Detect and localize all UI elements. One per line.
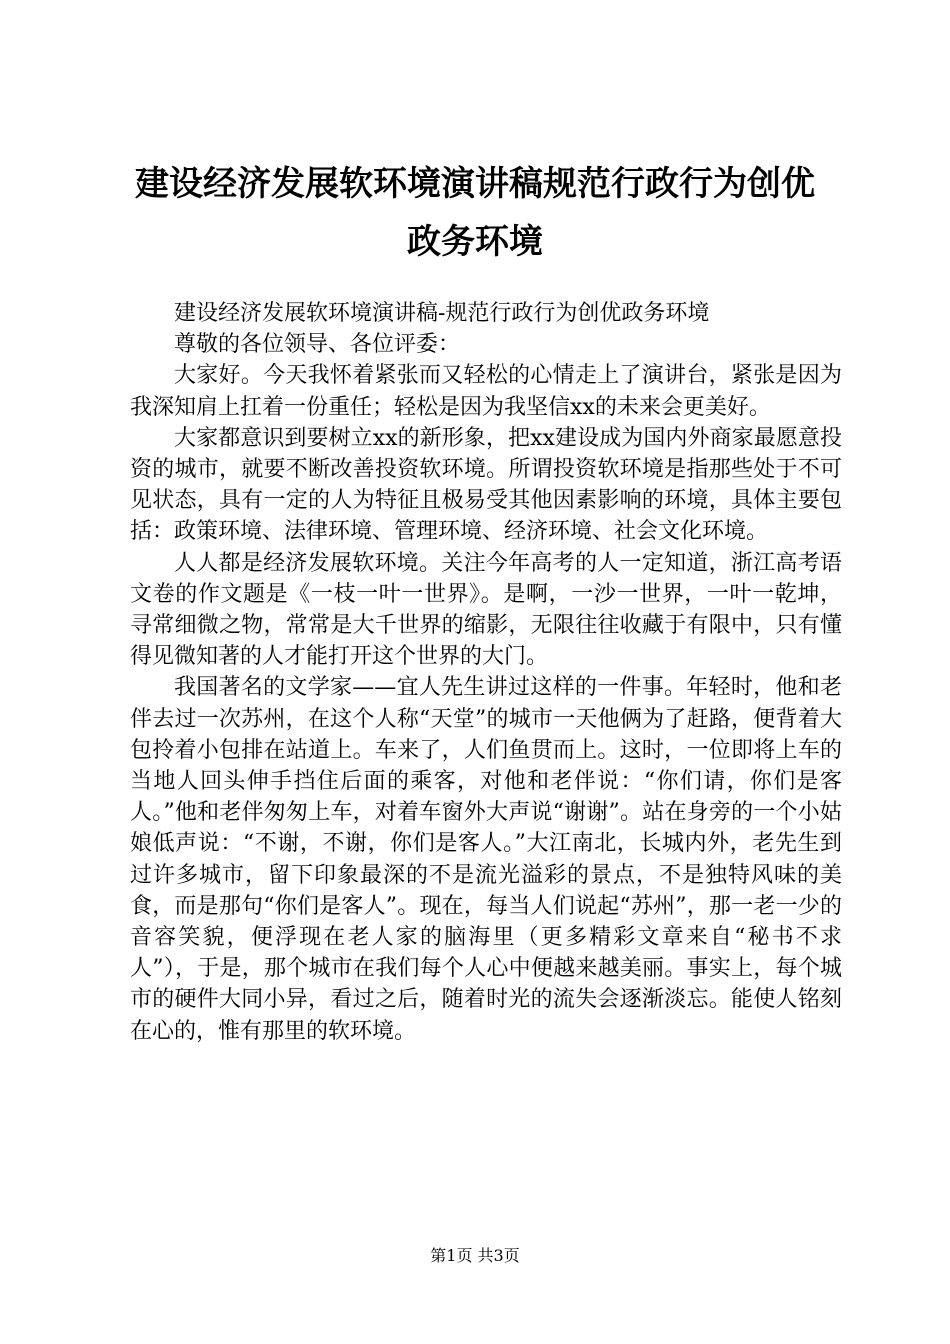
- document-title-line-2: 政务环境: [407, 222, 543, 262]
- paragraph-salutation: 尊敬的各位领导、各位评委：: [174, 332, 461, 358]
- paragraph-subtitle: 建设经济发展软环境演讲稿-规范行政行为创优政务环境: [174, 301, 710, 326]
- document-title-line-1: 建设经济发展软环境演讲稿规范行政行为创优: [135, 164, 815, 204]
- document-body: [130, 298, 842, 1047]
- paragraph: 我国著名的文学家——宜人先生讲过这样的一件事。年轻时，他和老伴去过一次苏州，在这个人称“天堂”的城市一天他俩为了赶路，便背着大包拎着小包排在站道上。车来了，人们鱼贯而上。这时，一位即将上车的当地人回头伸手挡住后面的乘客，对他和老伴说：“你们请，你们是客人。”他和老伴匆匆上车，对着车窗外大声说“谢谢”。站在身旁的一个小姑娘低声说：“不谢，不谢，你们是客人。”大江南北，长城内外，老先生到过许多城市，留下印象最深的不是流光溢彩的景点，不是独特风味的美食，而是那句“你们是客人”。现在，每当人们说起“苏州”，那一老一少的音容笑貌，便浮现在老人家的脑海里（更多精彩文章来自“秘书不求人”），于是，那个城市在我们每个人心中便越来越美丽。事实上，每个城市的硬件大同小异，看过之后，随着时光的流失会逐渐淡忘。能使人铭刻在心的，惟有那里的软环境。: [130, 675, 842, 1044]
- paragraph: 大家都意识到要树立xx的新形象，把xx建设成为国内外商家最愿意投资的城市，就要不断改善投资软环境。所谓投资软环境是指那些处于不可见状态，具有一定的人为特征且极易受其他因素影响的环境，具体主要包括：政策环境、法律环境、管理环境、经济环境、社会文化环境。: [130, 425, 842, 545]
- page-footer: 第1页 共3页: [430, 1246, 520, 1265]
- paragraph: 人人都是经济发展软环境。关注今年高考的人一定知道，浙江高考语文卷的作文题是《一枝一叶一世界》。是啊，一沙一世界，一叶一乾坤，寻常细微之物，常常是大千世界的缩影，无限往往收藏于有限中，只有懂得见微知著的人才能打开这个世界的大门。: [130, 550, 842, 670]
- paragraph: 大家好。今天我怀着紧张而又轻松的心情走上了演讲台，紧张是因为我深知肩上扛着一份重任；轻松是因为我坚信xx的未来会更美好。: [130, 363, 842, 420]
